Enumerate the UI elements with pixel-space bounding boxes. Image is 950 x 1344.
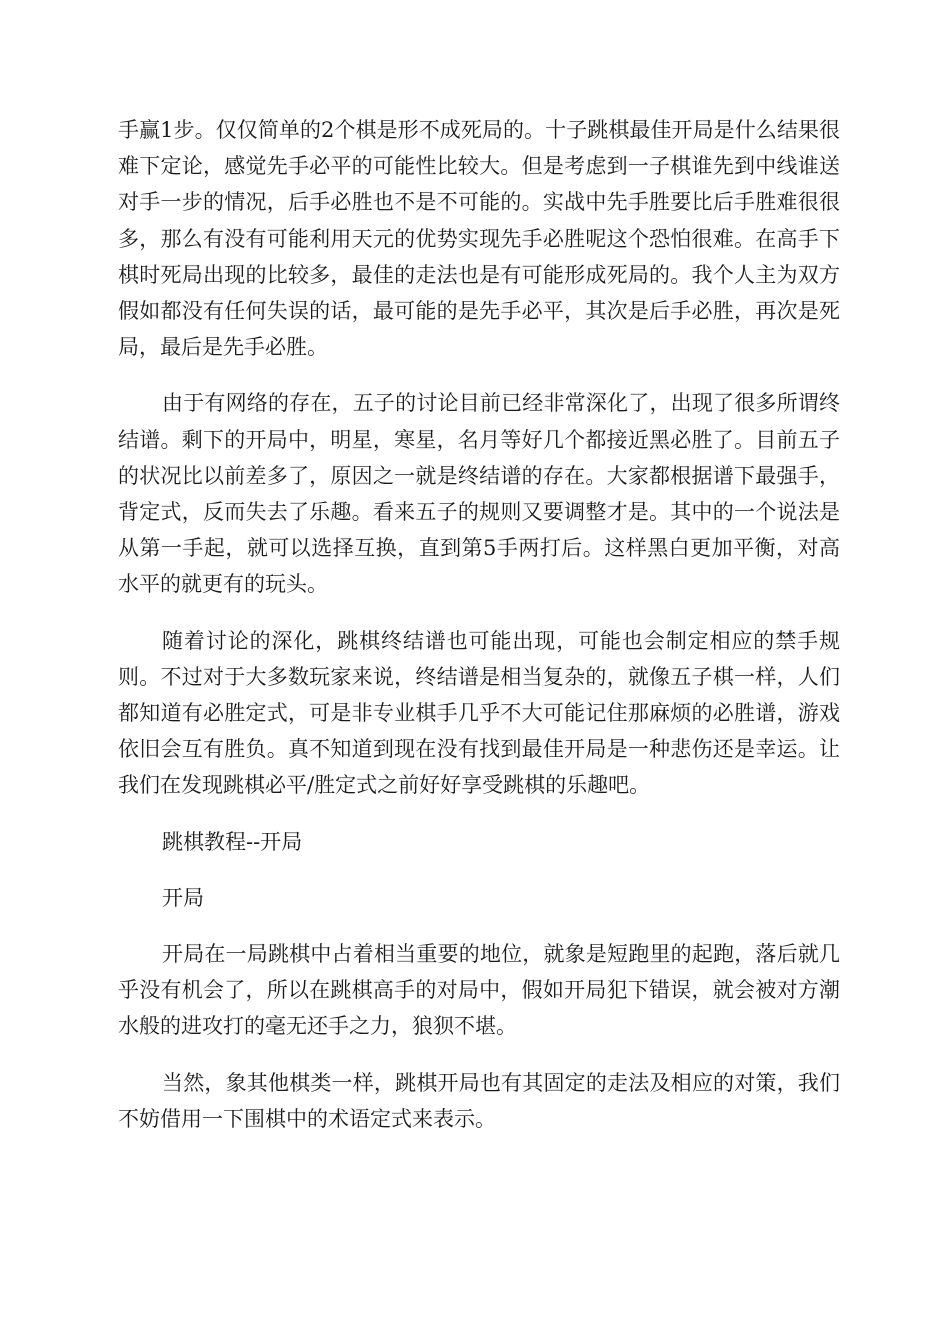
paragraph-opening-importance: 开局在一局跳棋中占着相当重要的地位，就象是短跑里的起跑，落后就几乎没有机会了，所以在跳棋高手的对局中，假如开局犯下错误，就会被对方潮水般的进攻打的毫无还手之力，狼狈不堪。 [118, 942, 840, 1039]
document-body [118, 112, 840, 1137]
section-heading-tutorial: 跳棋教程--开局 [162, 829, 303, 854]
section-subheading-opening: 开局 [162, 885, 204, 910]
paragraph-endgame-records: 随着讨论的深化，跳棋终结谱也可能出现，可能也会制定相应的禁手规则。不过对于大多数玩家来说，终结谱是相当复杂的，就像五子棋一样，人们都知道有必胜定式，可是非专业棋手几乎不大可能记住那麻烦的必胜谱，游戏依旧会互有胜负。真不知道到现在没有找到最佳开局是一种悲伤还是幸运。让我们在发现跳棋必平/胜定式之前好好享受跳棋的乐趣吧。 [118, 628, 840, 798]
paragraph-opening-patterns: 当然，象其他棋类一样，跳棋开局也有其固定的走法及相应的对策，我们不妨借用一下围棋中的术语定式来表示。 [118, 1070, 840, 1131]
paragraph-gomoku-discussion: 由于有网络的存在，五子的讨论目前已经非常深化了，出现了很多所谓终结谱。剩下的开局中，明星，寒星，名月等好几个都接近黑必胜了。目前五子的状况比以前差多了，原因之一就是终结谱的存在。大家都根据谱下最强手，背定式，反而失去了乐趣。看来五子的规则又要调整才是。其中的一个说法是从第一手起，就可以选择互换，直到第5手两打后。这样黑白更加平衡，对高水平的就更有的玩头。 [118, 391, 840, 597]
paragraph-continuation: 手赢1步。仅仅简单的2个棋是形不成死局的。十子跳棋最佳开局是什么结果很难下定论，感觉先手必平的可能性比较大。但是考虑到一子棋谁先到中线谁送对手一步的情况，后手必胜也不是不可能的。实战中先手胜要比后手胜难很很多，那么有没有可能利用天元的优势实现先手必胜呢这个恐怕很难。在高手下棋时死局出现的比较多，最佳的走法也是有可能形成死局的。我个人主为双方假如都没有任何失误的话，最可能的是先手必平，其次是后手必胜，再次是死局，最后是先手必胜。 [118, 118, 840, 360]
